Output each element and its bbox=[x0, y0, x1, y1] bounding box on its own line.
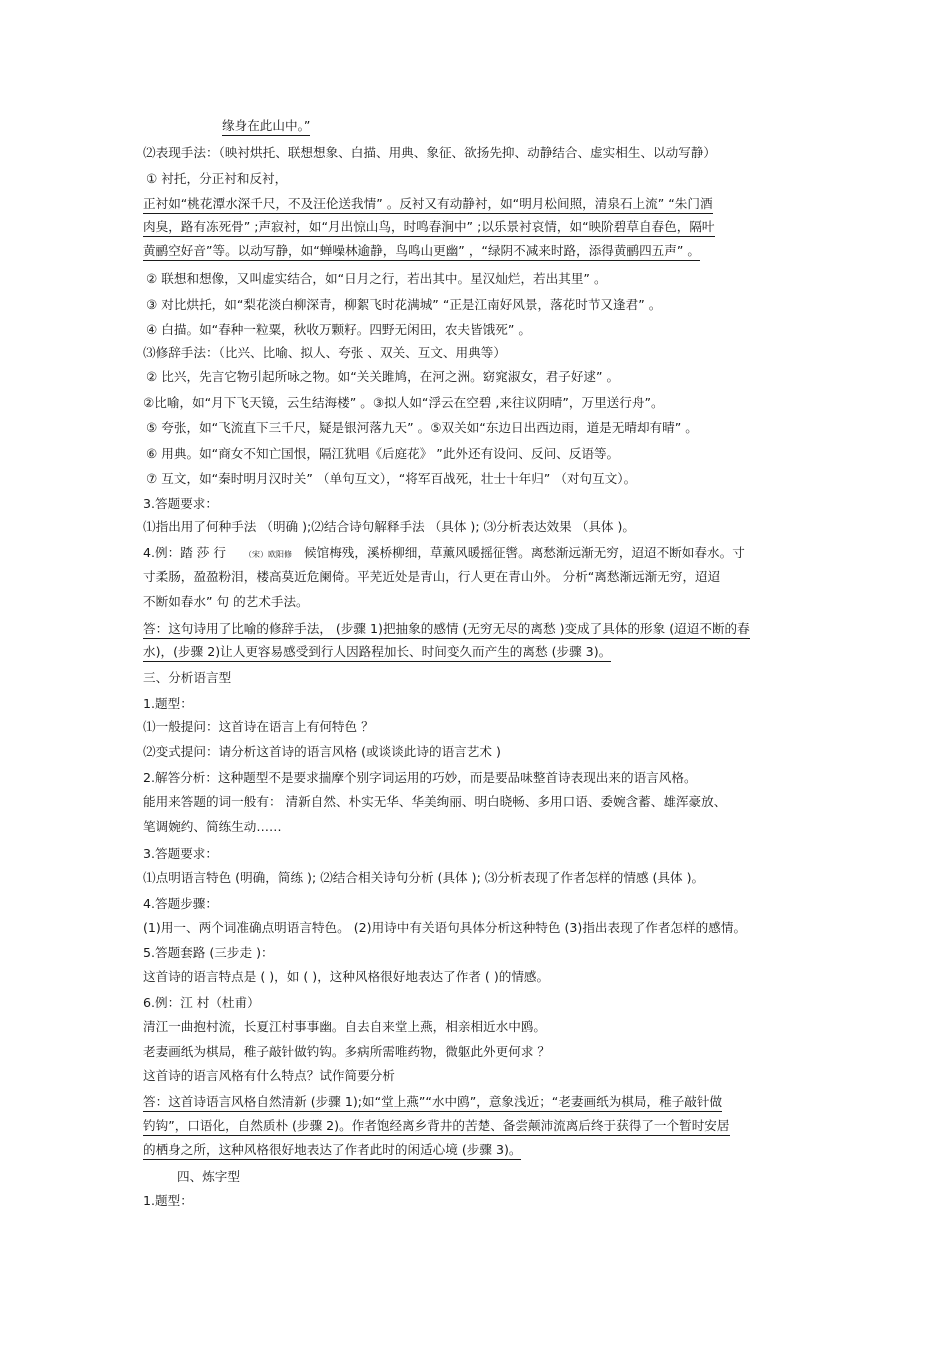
text-line: ⑵表现手法：（映衬烘托、联想想象、白描、用典、象征、欲扬先抑、动静结合、虚实相生、以动写静） bbox=[143, 145, 717, 160]
text-line: ⑴一般提问：这首诗在语言上有何特色 ？ bbox=[143, 719, 374, 734]
text-line: ③ 对比烘托，如“梨花淡白柳深青，柳絮飞时花满城” “正是江南好风景，落花时节又逢君” 。 bbox=[146, 297, 662, 312]
text-line: ② 比兴，先言它物引起所咏之物。如“关关雎鸠，在河之洲。窈窕淑女，君子好逑” 。 bbox=[146, 369, 620, 384]
text-line: 缘身在此山中。” bbox=[222, 117, 310, 136]
text-line: 能用来答题的词一般有： 清新自然、朴实无华、华美绚丽、明白晓畅、多用口语、委婉含蓄、雄浑豪放、 bbox=[143, 794, 727, 809]
text-line: (1)用一、两个词准确点明语言特色。 (2)用诗中有关语句具体分析这种特色 (3)指出表现了作者怎样的感情。 bbox=[143, 920, 747, 935]
text-line: ④ 白描。如“春种一粒粟，秋收万颗籽。四野无闲田，农夫皆饿死” 。 bbox=[146, 322, 531, 337]
text-line: 这首诗的语言特点是 ( )，如 ( )，这种风格很好地表达了作者 ( )的情感。 bbox=[143, 969, 550, 984]
text-line: 钓钩”，口语化，自然质朴 (步骤 2)。作者饱经离乡背井的苦楚、备尝颠沛流离后终于获得了一个暂时安居 bbox=[143, 1117, 730, 1136]
text-line: 黄鹂空好音”等。以动写静，如“蝉噪林逾静，鸟鸣山更幽” ，“绿阴不减来时路，添得黄鹂四五声” 。 bbox=[143, 242, 700, 261]
text-line: ⑦ 互文，如“秦时明月汉时关” （单句互文），“将军百战死，壮士十年归” （对句互文）。 bbox=[146, 471, 637, 486]
text-line: ② 联想和想像，又叫虚实结合，如“日月之行，若出其中。星汉灿烂，若出其里” 。 bbox=[146, 271, 607, 286]
text-line: 肉臭，路有冻死骨” ;声寂衬，如“月出惊山鸟，时鸣春涧中” ;以乐景衬哀情，如“映阶碧草自春色，隔叶 bbox=[143, 218, 715, 237]
section-heading: 三、分析语言型 bbox=[143, 670, 232, 685]
text-line: ⑤ 夸张，如“飞流直下三千尺，疑是银河落九天” 。⑤双关如“东边日出西边雨，道是无晴却有晴” 。 bbox=[146, 420, 698, 435]
text-line: 正衬如“桃花潭水深千尺，不及汪伦送我情” 。反衬又有动静衬，如“明月松间照，清泉石上流” “朱门酒 bbox=[143, 195, 713, 214]
text-line: 1.题型： bbox=[143, 1193, 193, 1208]
section-heading: 四、炼字型 bbox=[177, 1169, 240, 1184]
text-line: 4.答题步骤： bbox=[143, 896, 218, 911]
text-line: 3.答题要求： bbox=[143, 496, 218, 511]
text-line: ②比喻，如“月下飞天镜，云生结海楼” 。③拟人如“浮云在空碧 ,来往议阴晴”，万里送行舟”。 bbox=[143, 395, 664, 410]
text-line: 1.题型： bbox=[143, 696, 193, 711]
text-line: 候馆梅残，溪桥柳细，草薰风暖摇征辔。离愁渐远渐无穷，迢迢不断如春水。寸 bbox=[304, 545, 745, 560]
author-annotation: （宋）欧阳修 bbox=[244, 550, 292, 559]
text-line: 这首诗的语言风格有什么特点？试作简要分析 bbox=[143, 1068, 395, 1083]
text-line: 不断如春水” 句 的艺术手法。 bbox=[143, 594, 309, 609]
text-line: ⑴点明语言特色 (明确，简练 ); ⑵结合相关诗句分析 (具体 ); ⑶分析表现了作者怎样的情感 (具体 )。 bbox=[143, 870, 705, 885]
text-line: 的栖身之所，这种风格很好地表达了作者此时的闲适心境 (步骤 3)。 bbox=[143, 1141, 521, 1160]
text-line: 5.答题套路 (三步走 )： bbox=[143, 945, 274, 960]
text-line: 2.解答分析：这种题型不是要求揣摩个别字词运用的巧妙，而是要品味整首诗表现出来的语言风格。 bbox=[143, 770, 697, 785]
text-line: 3.答题要求： bbox=[143, 846, 218, 861]
text-line: 老妻画纸为棋局，稚子敲针做钓钩。多病所需唯药物，微躯此外更何求 ？ bbox=[143, 1044, 551, 1059]
text-line: ⑥ 用典。如“商女不知亡国恨，隔江犹唱《后庭花》 ”此外还有设问、反问、反语等。 bbox=[146, 446, 620, 461]
text-line: 寸柔肠，盈盈粉泪，楼高莫近危阑倚。平芜近处是青山，行人更在青山外。 分析“离愁渐远渐无穷，迢迢 bbox=[143, 569, 721, 584]
text-line: ⑵变式提问：请分析这首诗的语言风格 (或谈谈此诗的语言艺术 ) bbox=[143, 744, 501, 759]
text-line: ① 衬托，分正衬和反衬， bbox=[146, 171, 288, 186]
text-line: ⑴指出用了何种手法 （明确 );⑵结合诗句解释手法 （具体 ); ⑶分析表达效果 （具体 )。 bbox=[143, 519, 636, 534]
text-line: 4.例：踏 莎 行 bbox=[143, 545, 226, 560]
text-line: 水)，(步骤 2)让人更容易感受到行人因路程加长、时间变久而产生的离愁 (步骤 3)。 bbox=[143, 643, 611, 662]
text-line: 答：这首诗语言风格自然清新 (步骤 1);如“堂上燕”“水中鸥”，意象浅近；“老妻画纸为棋局，稚子敲针做 bbox=[143, 1093, 722, 1112]
text-line: 答：这句诗用了比喻的修辞手法， (步骤 1)把抽象的感情 (无穷无尽的离愁 )变成了具体的形象 (迢迢不断的春 bbox=[143, 620, 750, 639]
text-line: ⑶修辞手法：（比兴、比喻、拟人、夸张 、双关、互文、用典等） bbox=[143, 345, 506, 360]
text-line: 笔调婉约、简练生动…… bbox=[143, 819, 282, 834]
text-line: 清江一曲抱村流，长夏江村事事幽。自去自来堂上燕，相亲相近水中鸥。 bbox=[143, 1019, 546, 1034]
text-line: 6.例：江 村（杜甫） bbox=[143, 995, 260, 1010]
